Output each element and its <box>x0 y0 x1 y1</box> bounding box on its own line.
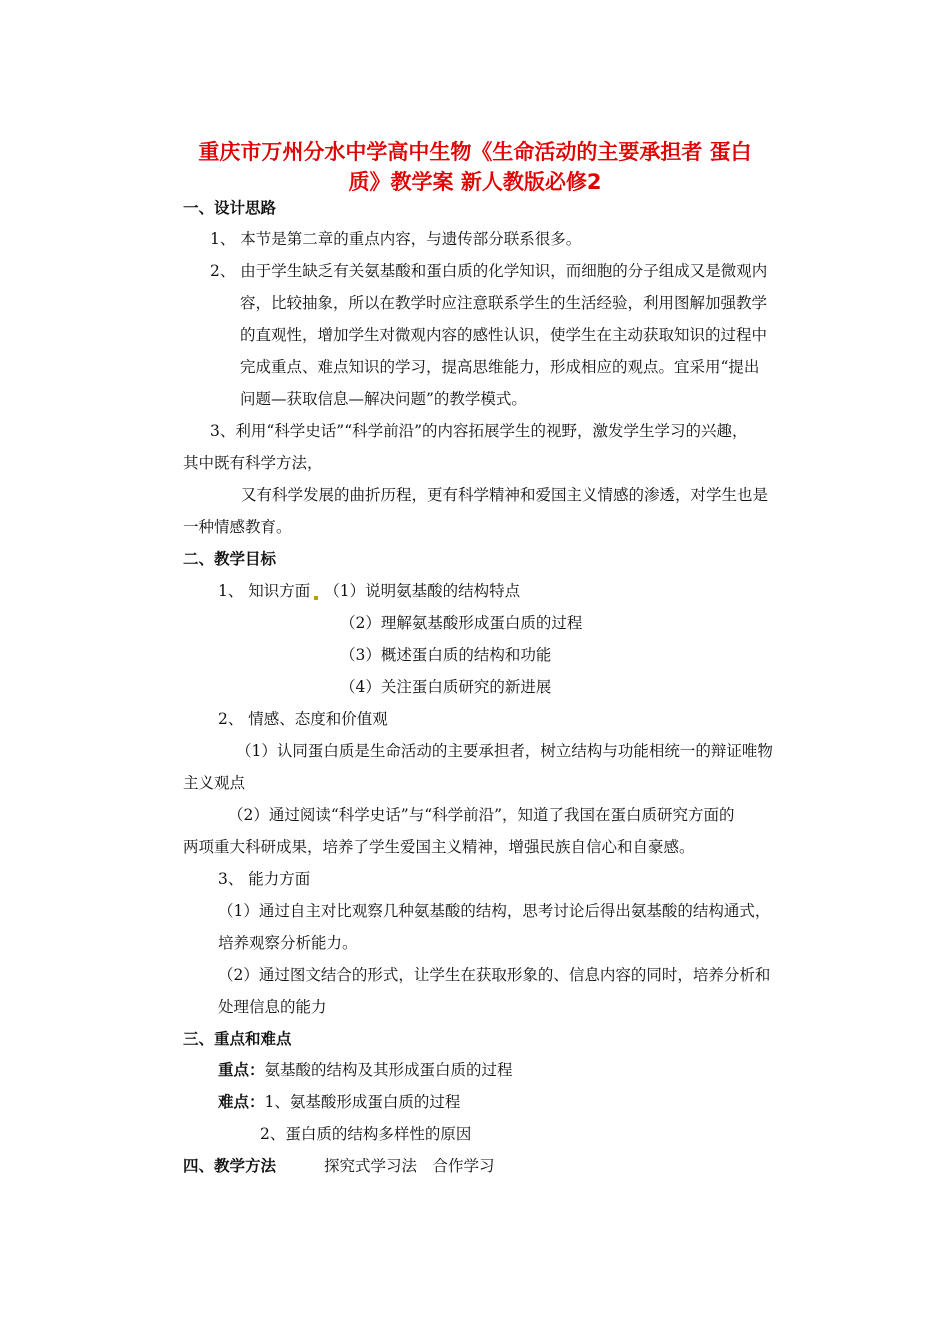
ability-line2: 培养观察分析能力。 <box>218 934 358 952</box>
difficult-point-label: 难点： <box>218 1093 265 1111</box>
ability-line1: （1）通过自主对比观察几种氨基酸的结构，思考讨论后得出氨基酸的结构通式， <box>218 902 771 920</box>
knowledge-label: 1、 知识方面 <box>218 582 311 600</box>
section1-item2-line1: 2、 由于学生缺乏有关氨基酸和蛋白质的化学知识，而细胞的分子组成又是微观内 <box>210 262 768 280</box>
difficult-point-text2: 2、蛋白质的结构多样性的原因 <box>260 1125 472 1143</box>
ability-line3: （2）通过图文结合的形式，让学生在获取形象的、信息内容的同时，培养分析和 <box>218 966 771 984</box>
knowledge-item-4: （4）关注蛋白质研究的新进展 <box>340 678 552 696</box>
section1-item3-line4: 一种情感教育。 <box>183 518 292 536</box>
emotion-line1: （1）认同蛋白质是生命活动的主要承担者，树立结构与功能相统一的辩证唯物 <box>236 742 773 760</box>
document-title-line2: 质》教学案 新人教版必修2 <box>348 170 602 194</box>
emotion-label: 2、 情感、态度和价值观 <box>218 710 388 728</box>
emotion-line3: （2）通过阅读“科学史话”与“科学前沿”，知道了我国在蛋白质研究方面的 <box>228 806 735 824</box>
section1-item2-line3: 的直观性，增加学生对微观内容的感性认识，使学生在主动获取知识的过程中 <box>240 326 768 344</box>
section1-item3-line3: 又有科学发展的曲折历程，更有科学精神和爱国主义情感的渗透，对学生也是 <box>241 486 769 504</box>
bullet-dot-icon <box>314 596 318 600</box>
section1-item2-line4: 完成重点、难点知识的学习，提高思维能力，形成相应的观点。宜采用“提出 <box>240 358 760 376</box>
knowledge-item-3: （3）概述蛋白质的结构和功能 <box>340 646 552 664</box>
ability-line4: 处理信息的能力 <box>218 998 327 1016</box>
section1-item3-line1: 3、利用“科学史话”“科学前沿”的内容拓展学生的视野，激发学生学习的兴趣， <box>210 422 748 440</box>
section3-heading: 三、重点和难点 <box>183 1030 292 1048</box>
emotion-line2: 主义观点 <box>183 774 246 792</box>
ability-label: 3、 能力方面 <box>218 870 311 888</box>
section1-item2-line2: 容，比较抽象，所以在教学时应注意联系学生的生活经验，利用图解加强教学 <box>240 294 768 312</box>
section4-heading: 四、教学方法 <box>183 1157 277 1175</box>
section1-item2-line5: 问题—获取信息—解决问题”的教学模式。 <box>240 390 527 408</box>
knowledge-item-2: （2）理解氨基酸形成蛋白质的过程 <box>340 614 583 632</box>
document-title-line1: 重庆市万州分水中学高中生物《生命活动的主要承担者 蛋白 <box>198 140 752 164</box>
knowledge-item-1: （1）说明氨基酸的结构特点 <box>324 582 521 600</box>
section1-item3-line2: 其中既有科学方法， <box>183 454 323 472</box>
teaching-methods: 探究式学习法 合作学习 <box>324 1157 495 1175</box>
difficult-point-row <box>218 1092 460 1112</box>
section2-heading: 二、教学目标 <box>183 550 277 568</box>
section1-item1: 1、 本节是第二章的重点内容，与遗传部分联系很多。 <box>210 230 582 248</box>
difficult-point-text1: 1、氨基酸形成蛋白质的过程 <box>264 1093 461 1111</box>
key-point-label: 重点： <box>218 1061 265 1079</box>
section1-heading: 一、设计思路 <box>183 199 277 217</box>
emotion-line4: 两项重大科研成果，培养了学生爱国主义精神，增强民族自信心和自豪感。 <box>183 838 695 856</box>
key-point-row <box>218 1060 513 1080</box>
key-point-text: 氨基酸的结构及其形成蛋白质的过程 <box>264 1061 513 1079</box>
knowledge-label-row <box>218 581 520 601</box>
